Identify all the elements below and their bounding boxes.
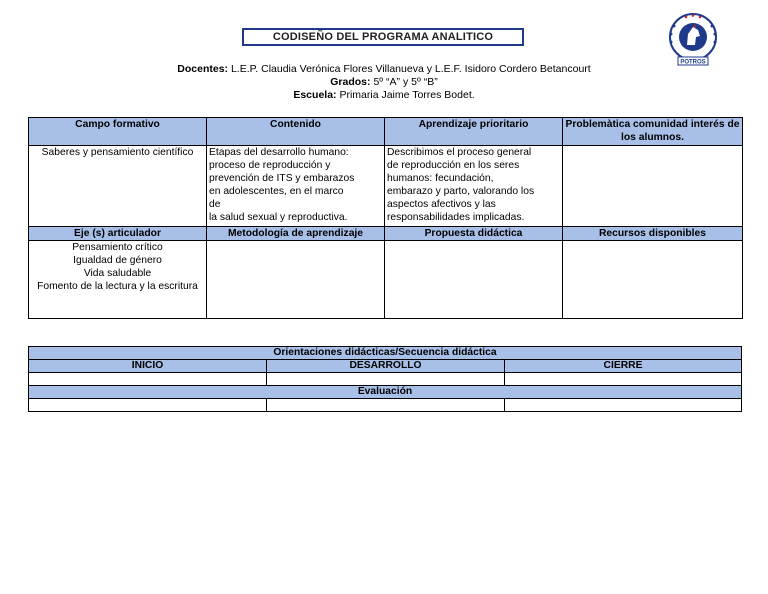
- cell-evaluacion-2: [267, 399, 505, 412]
- document-title: CODISEÑO DEL PROGRAMA ANALITICO: [242, 28, 524, 46]
- header-desarrollo: DESARROLLO: [267, 360, 505, 373]
- aprendizaje-line: aspectos afectivos y las: [387, 199, 496, 210]
- cell-evaluacion-1: [29, 399, 267, 412]
- escuela-line: [0, 89, 768, 102]
- svg-text:POTROS: POTROS: [680, 59, 706, 66]
- docentes-value: L.E.P. Claudia Verónica Flores Villanueva y L.E.F. Isidoro Cordero Betancourt: [228, 63, 591, 75]
- cell-campo: Saberes y pensamiento científico: [29, 146, 207, 227]
- contenido-line: Etapas del desarrollo humano:: [209, 147, 349, 158]
- aprendizaje-line: de reproducción en los seres: [387, 160, 520, 171]
- grados-label: Grados:: [330, 76, 371, 88]
- cell-cierre: [505, 373, 742, 386]
- header-propuesta: Propuesta didáctica: [385, 227, 563, 241]
- aprendizaje-line: responsabilidades implicadas.: [387, 212, 525, 223]
- contenido-line: en adolescentes, en el marco: [209, 186, 344, 197]
- contenido-line: de: [209, 199, 221, 210]
- eje-item: Fomento de la lectura y la escritura: [37, 281, 198, 292]
- docentes-line: [0, 63, 768, 76]
- header-inicio: INICIO: [29, 360, 267, 373]
- header-cierre: CIERRE: [505, 360, 742, 373]
- escuela-label: Escuela:: [293, 89, 337, 101]
- cell-contenido: [207, 146, 385, 227]
- cell-metodologia: [207, 241, 385, 319]
- cell-problematica: [563, 146, 743, 227]
- aprendizaje-line: embarazo y parto, valorando los: [387, 186, 535, 197]
- cell-inicio: [29, 373, 267, 386]
- eje-item: Pensamiento crítico: [72, 242, 163, 253]
- grados-line: [0, 76, 768, 89]
- cell-evaluacion-3: [505, 399, 742, 412]
- cell-propuesta: [385, 241, 563, 319]
- docentes-label: Docentes:: [177, 63, 229, 75]
- contenido-line: prevención de ITS y embarazos: [209, 173, 355, 184]
- sequence-title: Orientaciones didácticas/Secuencia didáctica: [29, 347, 742, 360]
- contenido-line: la salud sexual y reproductiva.: [209, 212, 348, 223]
- header-problematica: Problemàtica comunidad interés de los alumnos.: [563, 118, 743, 146]
- cell-ejes: [29, 241, 207, 319]
- sequence-table: [28, 346, 742, 412]
- contenido-line: proceso de reproducción y: [209, 160, 331, 171]
- school-logo: [666, 12, 720, 68]
- evaluacion-header: Evaluación: [29, 386, 742, 399]
- program-table: [28, 117, 743, 319]
- eje-item: Vida saludable: [83, 268, 152, 279]
- escuela-value: Primaria Jaime Torres Bodet.: [336, 89, 475, 101]
- cell-desarrollo: [267, 373, 505, 386]
- header-recursos: Recursos disponibles: [563, 227, 743, 241]
- header-ejes: Eje (s) articulador: [29, 227, 207, 241]
- header-contenido: Contenido: [207, 118, 385, 146]
- eje-item: Igualdad de género: [73, 255, 162, 266]
- grados-value: 5º “A” y 5º “B”: [370, 76, 438, 88]
- header-metodologia: Metodología de aprendizaje: [207, 227, 385, 241]
- header-aprendizaje: Aprendizaje prioritario: [385, 118, 563, 146]
- header-campo-formativo: Campo formativo: [29, 118, 207, 146]
- cell-recursos: [563, 241, 743, 319]
- cell-aprendizaje: [385, 146, 563, 227]
- aprendizaje-line: Describimos el proceso general: [387, 147, 532, 158]
- aprendizaje-line: humanos: fecundación,: [387, 173, 494, 184]
